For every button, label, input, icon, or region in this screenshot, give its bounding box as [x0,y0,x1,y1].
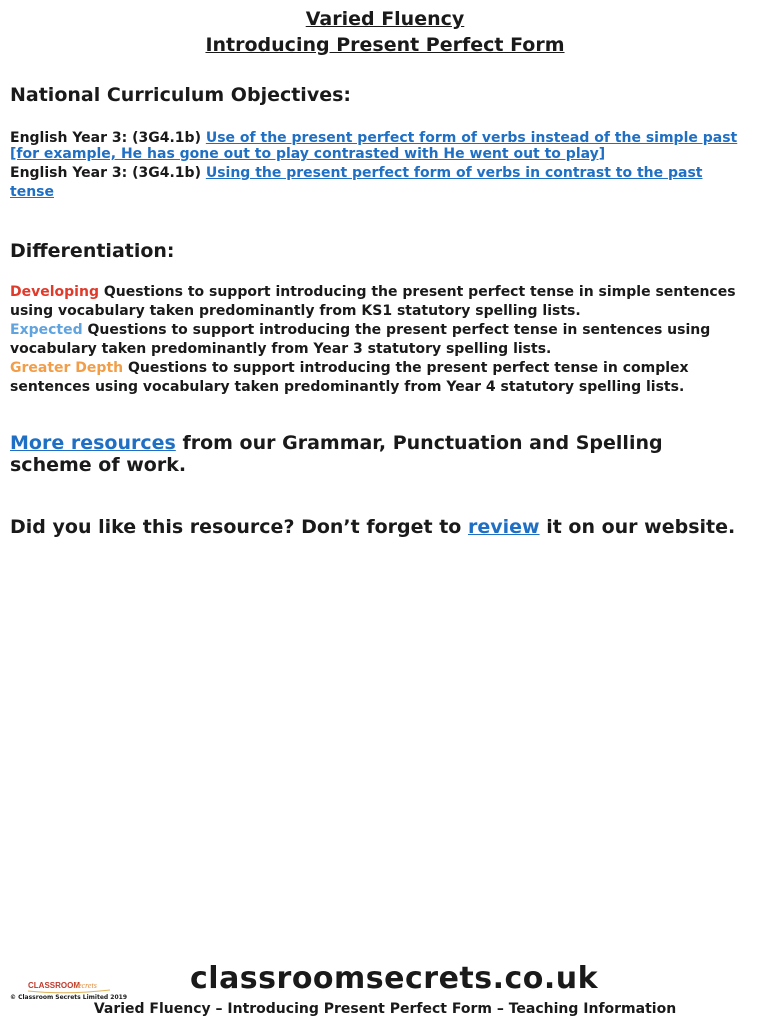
expected-line-2: vocabulary taken predominantly from Year 3 statutory spelling lists. [10,341,552,357]
svg-text:Secrets: Secrets [74,981,97,990]
developing-line-1 [10,283,762,302]
more-resources-line-2: scheme of work. [10,454,187,476]
expected-text: Questions to support introducing the present perfect tense in sentences using [87,322,711,338]
classroom-secrets-logo [26,976,114,996]
site-url[interactable]: classroomsecrets.co.uk [190,961,599,996]
objective-2-prefix: English Year 3: (3G4.1b) [10,165,201,181]
review-text-before: Did you like this resource? Don’t forget to [10,516,462,538]
copyright-notice: © Classroom Secrets Limited 2019 [10,994,127,1001]
review-prompt [10,516,735,539]
more-resources-link[interactable]: More resources [10,432,176,454]
objective-1-link[interactable]: Use of the present perfect form of verbs instead of the simple past [205,130,738,146]
objective-1-line-2 [10,145,762,164]
review-text-after: it on our website. [546,516,736,538]
developing-label: Developing [10,284,99,300]
review-link[interactable]: review [467,516,540,538]
page-subtitle: Introducing Present Perfect Form [205,34,565,56]
objective-2-link[interactable]: Using the present perfect form of verbs in contrast to the past [205,165,703,181]
objective-2-line-2 [10,183,762,202]
more-resources-text: from our Grammar, Punctuation and Spelling [182,432,663,454]
greater-depth-line-1 [10,359,762,378]
objectives-heading: National Curriculum Objectives: [10,84,351,106]
greater-depth-label: Greater Depth [10,360,124,376]
objective-1-prefix: English Year 3: (3G4.1b) [10,130,201,146]
expected-line-1 [10,321,762,340]
more-resources-line-1 [10,432,663,455]
developing-text: Questions to support introducing the present perfect tense in simple sentences [103,284,736,300]
differentiation-heading: Differentiation: [10,240,175,262]
greater-depth-text: Questions to support introducing the present perfect tense in complex [127,360,689,376]
objective-2-link-cont[interactable]: tense [10,184,54,200]
svg-text:CLASSROOM: CLASSROOM [28,981,80,990]
objective-2-line-1 [10,164,762,183]
expected-label: Expected [10,322,83,338]
objective-1-link-cont[interactable]: [for example, He has gone out to play contrasted with He went out to play] [10,146,606,162]
greater-depth-line-2: sentences using vocabulary taken predominantly from Year 4 statutory spelling lists. [10,379,685,395]
developing-line-2: using vocabulary taken predominantly from KS1 statutory spelling lists. [10,303,581,319]
page-title: Varied Fluency [305,8,465,30]
footer-caption: Varied Fluency – Introducing Present Perfect Form – Teaching Information [93,1001,677,1017]
